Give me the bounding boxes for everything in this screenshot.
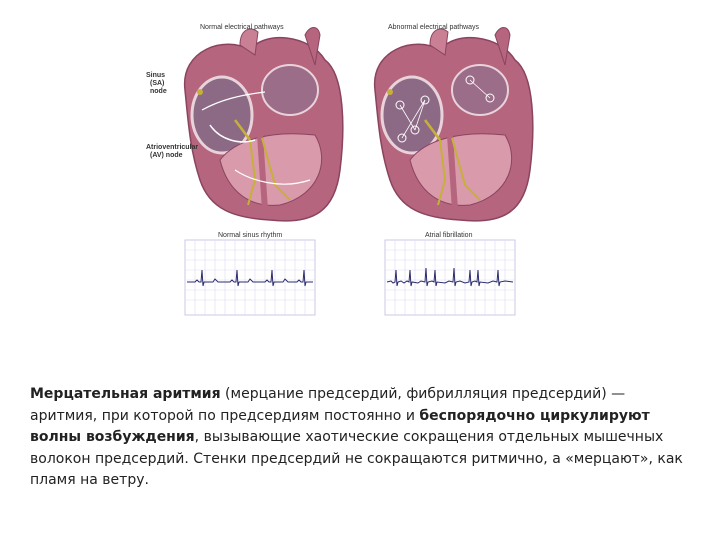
ecg-afib-title: Atrial fibrillation [425, 232, 473, 239]
normal-heart [185, 28, 343, 221]
av-node-label-line2: (AV) node [150, 152, 183, 159]
abnormal-pathways-title: Abnormal electrical pathways [388, 24, 480, 31]
ecg-afib [385, 240, 515, 315]
normal-pathways-title: Normal electrical pathways [200, 24, 284, 31]
sa-node-label-line2: (SA) [150, 80, 165, 87]
caption-term: Мерцательная аритмия [30, 386, 221, 402]
caption-bold-phrase: беспорядочно циркулируют волны возбуждения [30, 407, 650, 445]
caption-text [30, 384, 690, 492]
av-node-label-line1: Atrioventricular [146, 144, 199, 151]
sa-node-label-line1: Sinus [146, 72, 166, 79]
sa-node-label-line3: node [150, 88, 167, 95]
fibrillation-heart [375, 28, 533, 221]
heart-diagram [140, 20, 560, 320]
ecg-normal [185, 240, 315, 315]
ecg-normal-title: Normal sinus rhythm [218, 232, 283, 239]
caption-part1: (мерцание предсердий, фибрилляция предсердий) — аритмия, при которой по предсердиям постоянно и [30, 386, 626, 424]
heart-illustration [140, 20, 560, 320]
caption-part2: , вызывающие хаотические сокращения отдельных мышечных волокон предсердий. Стенки предсердий не сокращаются ритмично, а «мерцают», как пламя на ветру. [30, 429, 683, 488]
